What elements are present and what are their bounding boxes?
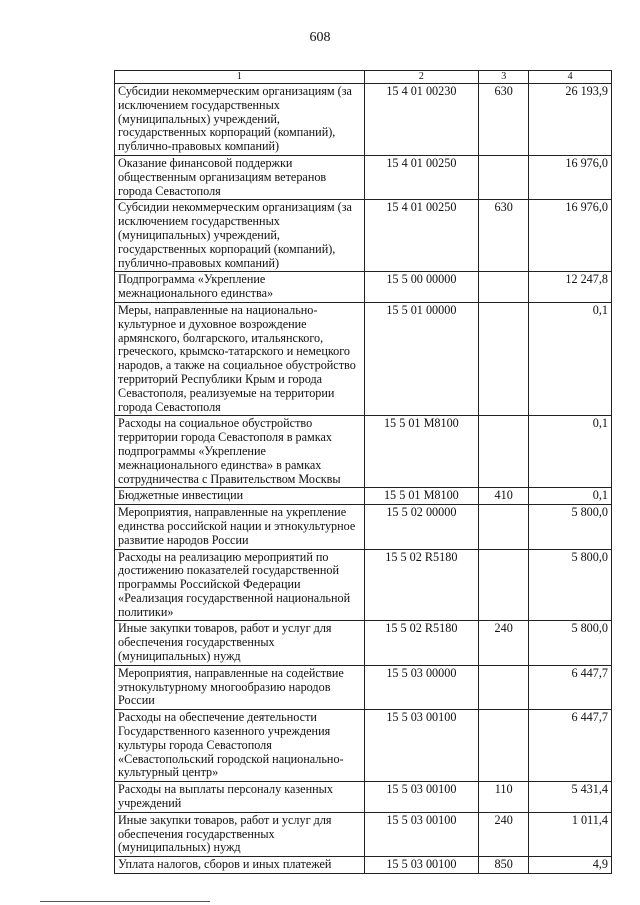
amount: 0,1 bbox=[529, 302, 612, 415]
budget-table bbox=[114, 70, 612, 874]
item-code: 15 4 01 00230 bbox=[364, 84, 479, 156]
expense-type: 240 bbox=[479, 621, 529, 665]
column-header: 1 bbox=[115, 71, 365, 84]
item-code: 15 5 01 М8100 bbox=[364, 416, 479, 488]
expense-type bbox=[479, 302, 529, 415]
item-name: Мероприятия, направленные на укрепление единства российской нации и этнокультурное развитие народов России bbox=[115, 505, 365, 549]
expense-type: 240 bbox=[479, 812, 529, 856]
expense-type bbox=[479, 549, 529, 621]
expense-type bbox=[479, 710, 529, 782]
table-row bbox=[115, 782, 612, 813]
footer-rule bbox=[40, 901, 210, 902]
amount: 0,1 bbox=[529, 416, 612, 488]
expense-type bbox=[479, 416, 529, 488]
column-header: 2 bbox=[364, 71, 479, 84]
item-name: Субсидии некоммерческим организациям (за исключением государственных (муниципальных) учреждений, государственных корпораций (компаний), публично-правовых компаний) bbox=[115, 84, 365, 156]
expense-type bbox=[479, 155, 529, 199]
table-row bbox=[115, 84, 612, 156]
item-name: Расходы на выплаты персоналу казенных учреждений bbox=[115, 782, 365, 813]
item-code: 15 5 01 00000 bbox=[364, 302, 479, 415]
expense-type: 410 bbox=[479, 488, 529, 505]
amount: 4,9 bbox=[529, 857, 612, 874]
amount: 16 976,0 bbox=[529, 155, 612, 199]
expense-type: 110 bbox=[479, 782, 529, 813]
table-row bbox=[115, 155, 612, 199]
item-code: 15 4 01 00250 bbox=[364, 200, 479, 272]
item-code: 15 5 03 00100 bbox=[364, 710, 479, 782]
item-code: 15 5 03 00100 bbox=[364, 857, 479, 874]
table-header-row bbox=[115, 71, 612, 84]
expense-type bbox=[479, 505, 529, 549]
table-row bbox=[115, 710, 612, 782]
amount: 5 431,4 bbox=[529, 782, 612, 813]
expense-type: 630 bbox=[479, 200, 529, 272]
item-code: 15 5 00 00000 bbox=[364, 272, 479, 303]
item-name: Субсидии некоммерческим организациям (за исключением государственных (муниципальных) учреждений, государственных корпораций (компаний), публично-правовых компаний) bbox=[115, 200, 365, 272]
expense-type bbox=[479, 665, 529, 709]
item-code: 15 5 03 00000 bbox=[364, 665, 479, 709]
item-code: 15 5 03 00100 bbox=[364, 782, 479, 813]
amount: 16 976,0 bbox=[529, 200, 612, 272]
table-row bbox=[115, 272, 612, 303]
column-header: 3 bbox=[479, 71, 529, 84]
expense-type bbox=[479, 272, 529, 303]
amount: 5 800,0 bbox=[529, 621, 612, 665]
item-name: Расходы на социальное обустройство территории города Севастополя в рамках подпрограммы «Укрепление межнационального единства» в рамках сотрудничества с Правительством Москвы bbox=[115, 416, 365, 488]
page-number: 608 bbox=[309, 30, 331, 45]
column-header: 4 bbox=[529, 71, 612, 84]
amount: 6 447,7 bbox=[529, 710, 612, 782]
item-code: 15 5 02 R5180 bbox=[364, 621, 479, 665]
table-row bbox=[115, 416, 612, 488]
table-row bbox=[115, 505, 612, 549]
item-name: Иные закупки товаров, работ и услуг для обеспечения государственных (муниципальных) нужд bbox=[115, 812, 365, 856]
item-name: Оказание финансовой поддержки общественным организациям ветеранов города Севастополя bbox=[115, 155, 365, 199]
item-name: Иные закупки товаров, работ и услуг для обеспечения государственных (муниципальных) нужд bbox=[115, 621, 365, 665]
table-row bbox=[115, 488, 612, 505]
item-name: Уплата налогов, сборов и иных платежей bbox=[115, 857, 365, 874]
amount: 6 447,7 bbox=[529, 665, 612, 709]
table-row bbox=[115, 665, 612, 709]
item-name: Подпрограмма «Укрепление межнационального единства» bbox=[115, 272, 365, 303]
item-code: 15 5 03 00100 bbox=[364, 812, 479, 856]
table-row bbox=[115, 621, 612, 665]
table-row bbox=[115, 812, 612, 856]
item-name: Бюджетные инвестиции bbox=[115, 488, 365, 505]
amount: 1 011,4 bbox=[529, 812, 612, 856]
table-row bbox=[115, 857, 612, 874]
amount: 5 800,0 bbox=[529, 549, 612, 621]
amount: 26 193,9 bbox=[529, 84, 612, 156]
item-code: 15 5 01 М8100 bbox=[364, 488, 479, 505]
item-name: Расходы на реализацию мероприятий по достижению показателей государственной программы Российской Федерации «Реализация государственной национальной политики» bbox=[115, 549, 365, 621]
item-code: 15 5 02 00000 bbox=[364, 505, 479, 549]
table-row bbox=[115, 200, 612, 272]
expense-type: 630 bbox=[479, 84, 529, 156]
amount: 0,1 bbox=[529, 488, 612, 505]
amount: 12 247,8 bbox=[529, 272, 612, 303]
item-name: Расходы на обеспечение деятельности Государственного казенного учреждения культуры города Севастополя «Севастопольский городской национально-культурный центр» bbox=[115, 710, 365, 782]
item-code: 15 4 01 00250 bbox=[364, 155, 479, 199]
item-name: Мероприятия, направленные на содействие этнокультурному многообразию народов России bbox=[115, 665, 365, 709]
item-code: 15 5 02 R5180 bbox=[364, 549, 479, 621]
table-row bbox=[115, 549, 612, 621]
amount: 5 800,0 bbox=[529, 505, 612, 549]
expense-type: 850 bbox=[479, 857, 529, 874]
table-row bbox=[115, 302, 612, 415]
item-name: Меры, направленные на национально-культурное и духовное возрождение армянского, болгарского, итальянского, греческого, крымско-татарского и немецкого народов, а также на социальное обустройство территорий Республики Крым и города Севастополя, реализуемые на территории города Севастополя bbox=[115, 302, 365, 415]
